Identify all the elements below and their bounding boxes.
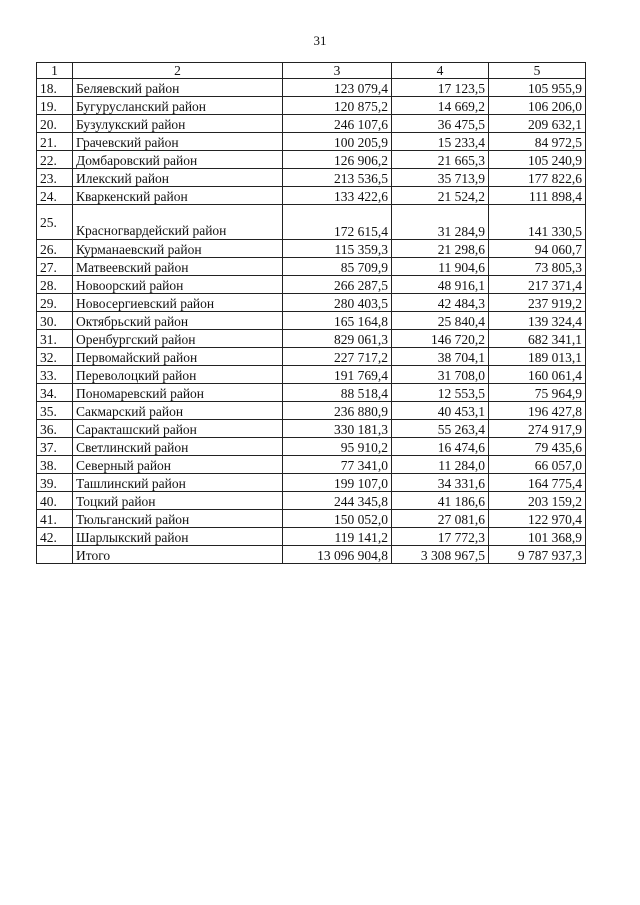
value-col-5: 237 919,2: [489, 294, 586, 312]
total-value-col-4: 3 308 967,5: [392, 546, 489, 564]
value-col-3: 227 717,2: [283, 348, 392, 366]
column-header-2: 2: [73, 63, 283, 79]
value-col-4: 55 263,4: [392, 420, 489, 438]
row-number: 38.: [37, 456, 73, 474]
district-name: Новоорский район: [73, 276, 283, 294]
value-col-5: 105 240,9: [489, 151, 586, 169]
table-row: [37, 438, 586, 456]
table-row: [37, 205, 586, 240]
value-col-3: 133 422,6: [283, 187, 392, 205]
district-name: Светлинский район: [73, 438, 283, 456]
value-col-4: 48 916,1: [392, 276, 489, 294]
district-name: Матвеевский район: [73, 258, 283, 276]
row-number: 19.: [37, 97, 73, 115]
row-number: 30.: [37, 312, 73, 330]
district-name: Оренбургский район: [73, 330, 283, 348]
value-col-4: 17 123,5: [392, 79, 489, 97]
value-col-3: 266 287,5: [283, 276, 392, 294]
district-name: Тюльганский район: [73, 510, 283, 528]
total-value-col-3: 13 096 904,8: [283, 546, 392, 564]
table-row: [37, 510, 586, 528]
row-number: 27.: [37, 258, 73, 276]
district-name: Грачевский район: [73, 133, 283, 151]
district-budget-table: [36, 62, 586, 564]
row-number: 39.: [37, 474, 73, 492]
value-col-5: 105 955,9: [489, 79, 586, 97]
table-row: [37, 492, 586, 510]
district-name: Ташлинский район: [73, 474, 283, 492]
table-row: [37, 456, 586, 474]
district-name: Курманаевский район: [73, 240, 283, 258]
total-district-name: Итого: [73, 546, 283, 564]
district-name: Переволоцкий район: [73, 366, 283, 384]
district-name: Бузулукский район: [73, 115, 283, 133]
value-col-4: 146 720,2: [392, 330, 489, 348]
value-col-3: 246 107,6: [283, 115, 392, 133]
value-col-4: 14 669,2: [392, 97, 489, 115]
column-header-3: 3: [283, 63, 392, 79]
row-number: 25.: [37, 205, 73, 240]
value-col-4: 16 474,6: [392, 438, 489, 456]
row-number: 24.: [37, 187, 73, 205]
value-col-5: 66 057,0: [489, 456, 586, 474]
value-col-5: 84 972,5: [489, 133, 586, 151]
district-name: Красногвардейский район: [73, 205, 283, 240]
value-col-3: 150 052,0: [283, 510, 392, 528]
table-row: [37, 276, 586, 294]
value-col-5: 209 632,1: [489, 115, 586, 133]
value-col-4: 41 186,6: [392, 492, 489, 510]
row-number: 26.: [37, 240, 73, 258]
value-col-3: 100 205,9: [283, 133, 392, 151]
value-col-4: 21 298,6: [392, 240, 489, 258]
total-row-number: [37, 546, 73, 564]
table-row: [37, 528, 586, 546]
value-col-4: 38 704,1: [392, 348, 489, 366]
district-name: Кваркенский район: [73, 187, 283, 205]
district-name: Пономаревский район: [73, 384, 283, 402]
row-number: 22.: [37, 151, 73, 169]
value-col-4: 25 840,4: [392, 312, 489, 330]
value-col-4: 17 772,3: [392, 528, 489, 546]
value-col-3: 280 403,5: [283, 294, 392, 312]
value-col-3: 191 769,4: [283, 366, 392, 384]
value-col-3: 172 615,4: [283, 205, 392, 240]
value-col-4: 42 484,3: [392, 294, 489, 312]
row-number: 35.: [37, 402, 73, 420]
value-col-4: 34 331,6: [392, 474, 489, 492]
table-row: [37, 97, 586, 115]
table-row: [37, 187, 586, 205]
value-col-5: 101 368,9: [489, 528, 586, 546]
total-row: [37, 546, 586, 564]
value-col-4: 27 081,6: [392, 510, 489, 528]
value-col-5: 139 324,4: [489, 312, 586, 330]
table-row: [37, 151, 586, 169]
value-col-3: 126 906,2: [283, 151, 392, 169]
value-col-3: 123 079,4: [283, 79, 392, 97]
row-number: 18.: [37, 79, 73, 97]
value-col-5: 189 013,1: [489, 348, 586, 366]
value-col-5: 203 159,2: [489, 492, 586, 510]
value-col-3: 119 141,2: [283, 528, 392, 546]
value-col-4: 40 453,1: [392, 402, 489, 420]
value-col-3: 115 359,3: [283, 240, 392, 258]
value-col-5: 73 805,3: [489, 258, 586, 276]
table-row: [37, 240, 586, 258]
value-col-4: 31 708,0: [392, 366, 489, 384]
table-row: [37, 366, 586, 384]
value-col-3: 165 164,8: [283, 312, 392, 330]
district-name: Сакмарский район: [73, 402, 283, 420]
row-number: 28.: [37, 276, 73, 294]
value-col-5: 164 775,4: [489, 474, 586, 492]
row-number: 34.: [37, 384, 73, 402]
district-name: Бугурусланский район: [73, 97, 283, 115]
total-value-col-5: 9 787 937,3: [489, 546, 586, 564]
table-body: [37, 63, 586, 564]
value-col-3: 236 880,9: [283, 402, 392, 420]
value-col-4: 36 475,5: [392, 115, 489, 133]
value-col-3: 213 536,5: [283, 169, 392, 187]
value-col-5: 196 427,8: [489, 402, 586, 420]
value-col-5: 75 964,9: [489, 384, 586, 402]
value-col-4: 11 904,6: [392, 258, 489, 276]
table-row: [37, 258, 586, 276]
value-col-3: 77 341,0: [283, 456, 392, 474]
value-col-3: 829 061,3: [283, 330, 392, 348]
column-header-5: 5: [489, 63, 586, 79]
value-col-3: 244 345,8: [283, 492, 392, 510]
value-col-3: 95 910,2: [283, 438, 392, 456]
value-col-4: 21 665,3: [392, 151, 489, 169]
value-col-5: 94 060,7: [489, 240, 586, 258]
row-number: 40.: [37, 492, 73, 510]
district-name: Тоцкий район: [73, 492, 283, 510]
value-col-5: 160 061,4: [489, 366, 586, 384]
table-row: [37, 330, 586, 348]
row-number: 32.: [37, 348, 73, 366]
table-header-row: [37, 63, 586, 79]
district-name: Новосергиевский район: [73, 294, 283, 312]
value-col-4: 35 713,9: [392, 169, 489, 187]
table-row: [37, 384, 586, 402]
district-name: Северный район: [73, 456, 283, 474]
table-row: [37, 79, 586, 97]
table-row: [37, 312, 586, 330]
page-number: 31: [313, 33, 327, 48]
row-number: 42.: [37, 528, 73, 546]
value-col-5: 79 435,6: [489, 438, 586, 456]
table-row: [37, 294, 586, 312]
row-number: 36.: [37, 420, 73, 438]
row-number: 20.: [37, 115, 73, 133]
table-row: [37, 420, 586, 438]
table-row: [37, 115, 586, 133]
district-name: Саракташский район: [73, 420, 283, 438]
district-name: Беляевский район: [73, 79, 283, 97]
value-col-3: 120 875,2: [283, 97, 392, 115]
row-number: 21.: [37, 133, 73, 151]
value-col-3: 199 107,0: [283, 474, 392, 492]
value-col-4: 12 553,5: [392, 384, 489, 402]
value-col-5: 682 341,1: [489, 330, 586, 348]
district-name: Первомайский район: [73, 348, 283, 366]
table-row: [37, 402, 586, 420]
value-col-5: 111 898,4: [489, 187, 586, 205]
value-col-5: 217 371,4: [489, 276, 586, 294]
value-col-5: 177 822,6: [489, 169, 586, 187]
row-number: 33.: [37, 366, 73, 384]
table-row: [37, 348, 586, 366]
table-row: [37, 169, 586, 187]
value-col-4: 15 233,4: [392, 133, 489, 151]
row-number: 29.: [37, 294, 73, 312]
value-col-5: 106 206,0: [489, 97, 586, 115]
value-col-5: 122 970,4: [489, 510, 586, 528]
row-number: 31.: [37, 330, 73, 348]
district-name: Октябрьский район: [73, 312, 283, 330]
column-header-4: 4: [392, 63, 489, 79]
table-row: [37, 133, 586, 151]
district-name: Домбаровский район: [73, 151, 283, 169]
district-name: Шарлыкский район: [73, 528, 283, 546]
value-col-3: 330 181,3: [283, 420, 392, 438]
value-col-5: 141 330,5: [489, 205, 586, 240]
value-col-5: 274 917,9: [489, 420, 586, 438]
row-number: 23.: [37, 169, 73, 187]
district-name: Илекский район: [73, 169, 283, 187]
table-row: [37, 474, 586, 492]
column-header-1: 1: [37, 63, 73, 79]
value-col-4: 21 524,2: [392, 187, 489, 205]
value-col-4: 31 284,9: [392, 205, 489, 240]
row-number: 41.: [37, 510, 73, 528]
value-col-3: 85 709,9: [283, 258, 392, 276]
value-col-4: 11 284,0: [392, 456, 489, 474]
value-col-3: 88 518,4: [283, 384, 392, 402]
row-number: 37.: [37, 438, 73, 456]
